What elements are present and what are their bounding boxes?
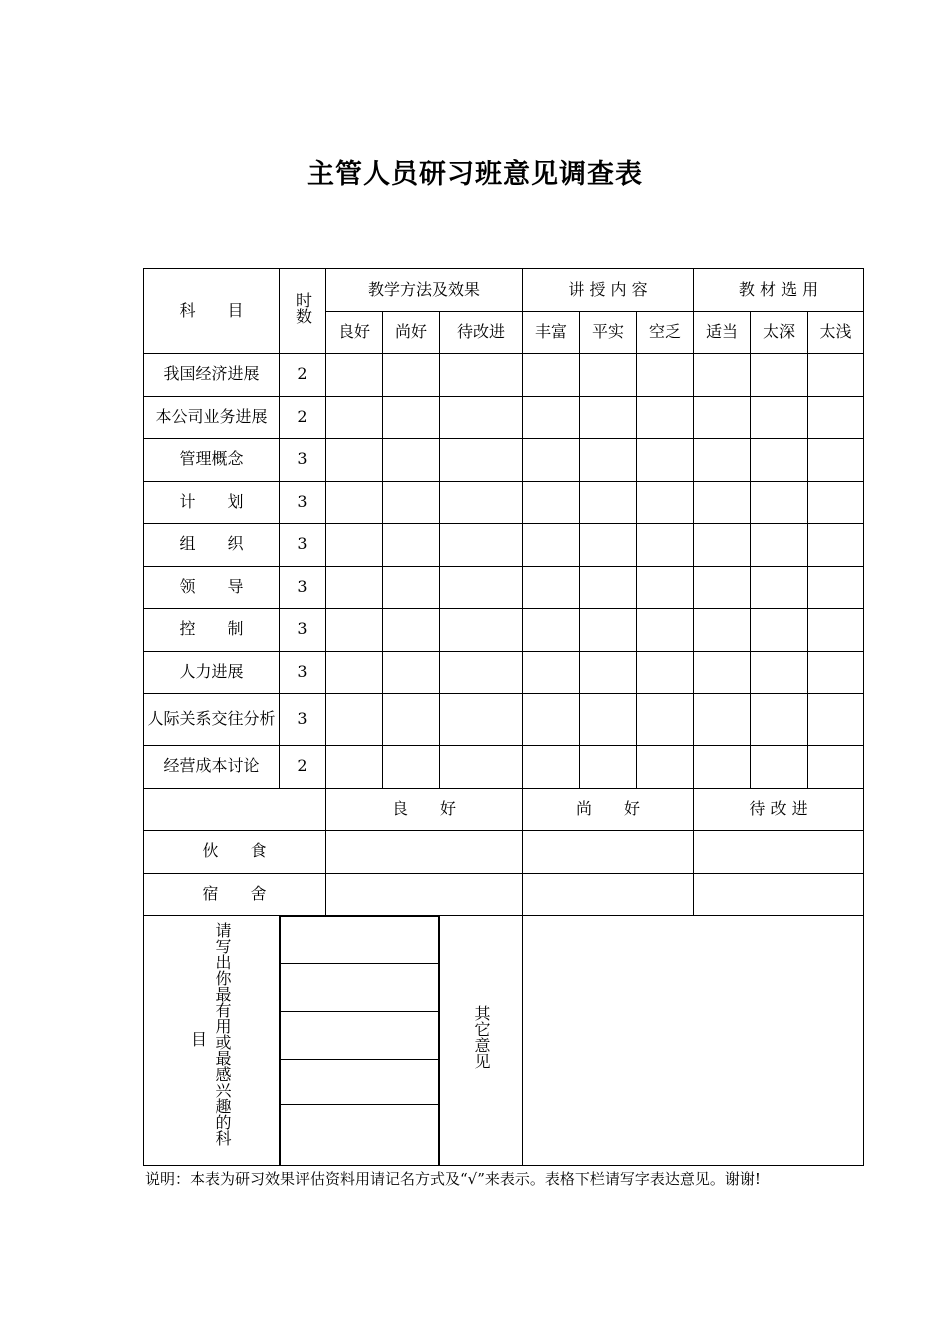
rating-cell[interactable]	[637, 439, 694, 482]
rating-cell[interactable]	[637, 524, 694, 567]
service-cell[interactable]	[523, 830, 694, 873]
rating-cell[interactable]	[580, 651, 637, 694]
rating-cell[interactable]	[440, 746, 523, 789]
rating-cell[interactable]	[694, 651, 751, 694]
rating-cell[interactable]	[440, 651, 523, 694]
course-subject: 领 导	[144, 566, 280, 609]
rating-cell[interactable]	[580, 439, 637, 482]
rating-fair: 尚 好	[523, 788, 694, 830]
rating-cell[interactable]	[637, 354, 694, 397]
feedback-answer-cell	[280, 915, 440, 1165]
rating-cell[interactable]	[808, 746, 864, 789]
other-comments-cell[interactable]	[523, 915, 864, 1165]
rating-cell[interactable]	[523, 651, 580, 694]
header-option: 丰富	[523, 312, 580, 354]
course-subject: 经营成本讨论	[144, 746, 280, 789]
rating-cell[interactable]	[523, 746, 580, 789]
rating-cell[interactable]	[694, 566, 751, 609]
course-subject: 人际关系交往分析	[144, 694, 280, 746]
header-option: 尚好	[383, 312, 440, 354]
rating-cell[interactable]	[523, 694, 580, 746]
feedback-prompt: 请写出你最有用或最感兴趣的科	[213, 921, 232, 1146]
rating-good: 良 好	[326, 788, 523, 830]
rating-cell[interactable]	[440, 481, 523, 524]
rating-cell[interactable]	[694, 481, 751, 524]
rating-cell[interactable]	[637, 746, 694, 789]
course-hours: 3	[280, 609, 326, 652]
rating-cell[interactable]	[326, 651, 383, 694]
header-group-method: 教学方法及效果	[326, 269, 523, 312]
rating-cell[interactable]	[326, 566, 383, 609]
course-hours: 3	[280, 566, 326, 609]
header-option: 待改进	[440, 312, 523, 354]
other-label: 其它意见	[472, 1005, 491, 1070]
rating-cell[interactable]	[751, 694, 808, 746]
service-cell[interactable]	[326, 830, 523, 873]
header-hours	[280, 269, 326, 354]
rating-cell[interactable]	[326, 746, 383, 789]
rating-cell[interactable]	[808, 609, 864, 652]
rating-cell[interactable]	[383, 439, 440, 482]
rating-cell[interactable]	[751, 651, 808, 694]
rating-header-blank	[144, 788, 326, 830]
rating-cell[interactable]	[523, 566, 580, 609]
header-subject: 科 目	[144, 269, 280, 354]
rating-cell[interactable]	[580, 694, 637, 746]
feedback-left-label: 目	[191, 1029, 208, 1049]
rating-cell[interactable]	[383, 651, 440, 694]
rating-cell[interactable]	[440, 354, 523, 397]
rating-cell[interactable]	[808, 524, 864, 567]
rating-cell[interactable]	[808, 694, 864, 746]
header-group-content: 讲 授 内 容	[523, 269, 694, 312]
rating-cell[interactable]	[383, 354, 440, 397]
rating-cell[interactable]	[808, 566, 864, 609]
footnote: 说明：本表为研习效果评估资料用请记名方式及“√”来表示。表格下栏请写字表达意见。谢谢!	[145, 1170, 761, 1188]
rating-cell[interactable]	[580, 566, 637, 609]
service-lodging: 宿 舍	[144, 873, 326, 915]
table-row	[144, 746, 864, 789]
course-subject: 计 划	[144, 481, 280, 524]
rating-cell[interactable]	[751, 354, 808, 397]
rating-cell[interactable]	[580, 354, 637, 397]
rating-cell[interactable]	[808, 354, 864, 397]
course-subject: 组 织	[144, 524, 280, 567]
rating-cell[interactable]	[440, 524, 523, 567]
course-hours: 3	[280, 651, 326, 694]
rating-cell[interactable]	[808, 481, 864, 524]
header-option: 良好	[326, 312, 383, 354]
rating-cell[interactable]	[523, 609, 580, 652]
header-hours-label: 时数	[293, 292, 313, 325]
rating-cell[interactable]	[440, 694, 523, 746]
rating-cell[interactable]	[383, 396, 440, 439]
table-row	[144, 439, 864, 482]
course-subject: 人力进展	[144, 651, 280, 694]
table-row	[144, 694, 864, 746]
course-hours: 2	[280, 396, 326, 439]
header-option: 适当	[694, 312, 751, 354]
header-group-material: 教 材 选 用	[694, 269, 864, 312]
rating-cell[interactable]	[326, 354, 383, 397]
rating-cell[interactable]	[808, 396, 864, 439]
rating-cell[interactable]	[523, 481, 580, 524]
course-hours: 2	[280, 746, 326, 789]
rating-cell[interactable]	[694, 694, 751, 746]
rating-cell[interactable]	[383, 566, 440, 609]
rating-cell[interactable]	[751, 481, 808, 524]
rating-cell[interactable]	[808, 651, 864, 694]
rating-cell[interactable]	[580, 609, 637, 652]
feedback-prompt-cell	[144, 915, 280, 1165]
rating-cell[interactable]	[751, 746, 808, 789]
course-hours: 3	[280, 694, 326, 746]
rating-cell[interactable]	[523, 524, 580, 567]
rating-cell[interactable]	[523, 439, 580, 482]
feedback-lines	[280, 916, 439, 1165]
rating-cell[interactable]	[694, 439, 751, 482]
rating-cell[interactable]	[326, 439, 383, 482]
course-hours: 3	[280, 524, 326, 567]
table-row	[144, 481, 864, 524]
rating-cell[interactable]	[637, 609, 694, 652]
rating-cell[interactable]	[523, 396, 580, 439]
table-row	[144, 609, 864, 652]
rating-cell[interactable]	[523, 354, 580, 397]
rating-cell[interactable]	[440, 439, 523, 482]
feedback-line[interactable]	[281, 916, 439, 963]
rating-cell[interactable]	[440, 609, 523, 652]
course-hours: 2	[280, 354, 326, 397]
header-option: 太浅	[808, 312, 864, 354]
rating-cell[interactable]	[751, 566, 808, 609]
header-option: 空乏	[637, 312, 694, 354]
course-subject: 控 制	[144, 609, 280, 652]
table-row	[144, 651, 864, 694]
course-subject: 管理概念	[144, 439, 280, 482]
service-cell[interactable]	[523, 873, 694, 915]
feedback-line[interactable]	[281, 1104, 439, 1165]
other-label-cell	[440, 915, 523, 1165]
rating-cell[interactable]	[580, 746, 637, 789]
rating-cell[interactable]	[326, 481, 383, 524]
rating-cell[interactable]	[326, 524, 383, 567]
header-option: 太深	[751, 312, 808, 354]
table-row	[144, 396, 864, 439]
service-cell[interactable]	[694, 873, 864, 915]
course-hours: 3	[280, 439, 326, 482]
rating-improve: 待 改 进	[694, 788, 864, 830]
rating-cell[interactable]	[326, 396, 383, 439]
rating-cell[interactable]	[580, 396, 637, 439]
table-row	[144, 524, 864, 567]
rating-cell[interactable]	[383, 609, 440, 652]
course-subject: 我国经济进展	[144, 354, 280, 397]
rating-cell[interactable]	[751, 524, 808, 567]
course-subject: 本公司业务进展	[144, 396, 280, 439]
service-cell[interactable]	[694, 830, 864, 873]
service-meals: 伙 食	[144, 830, 326, 873]
page-title: 主管人员研习班意见调查表	[307, 159, 643, 190]
survey-table	[143, 268, 864, 1166]
rating-cell[interactable]	[637, 396, 694, 439]
rating-cell[interactable]	[440, 566, 523, 609]
rating-cell[interactable]	[751, 396, 808, 439]
rating-cell[interactable]	[751, 439, 808, 482]
rating-cell[interactable]	[383, 746, 440, 789]
rating-cell[interactable]	[637, 566, 694, 609]
rating-cell[interactable]	[383, 694, 440, 746]
table-row	[144, 566, 864, 609]
feedback-line[interactable]	[281, 963, 439, 1011]
rating-cell[interactable]	[326, 609, 383, 652]
rating-cell[interactable]	[383, 524, 440, 567]
table-row	[144, 354, 864, 397]
service-cell[interactable]	[326, 873, 523, 915]
rating-cell[interactable]	[637, 481, 694, 524]
rating-cell[interactable]	[751, 609, 808, 652]
rating-cell[interactable]	[440, 396, 523, 439]
course-hours: 3	[280, 481, 326, 524]
rating-cell[interactable]	[694, 396, 751, 439]
rating-cell[interactable]	[694, 746, 751, 789]
rating-cell[interactable]	[694, 354, 751, 397]
rating-cell[interactable]	[694, 609, 751, 652]
feedback-line[interactable]	[281, 1011, 439, 1059]
rating-cell[interactable]	[580, 481, 637, 524]
rating-cell[interactable]	[383, 481, 440, 524]
rating-cell[interactable]	[580, 524, 637, 567]
header-option: 平实	[580, 312, 637, 354]
rating-cell[interactable]	[326, 694, 383, 746]
rating-cell[interactable]	[808, 439, 864, 482]
rating-cell[interactable]	[637, 651, 694, 694]
feedback-line[interactable]	[281, 1059, 439, 1104]
rating-cell[interactable]	[694, 524, 751, 567]
rating-cell[interactable]	[637, 694, 694, 746]
